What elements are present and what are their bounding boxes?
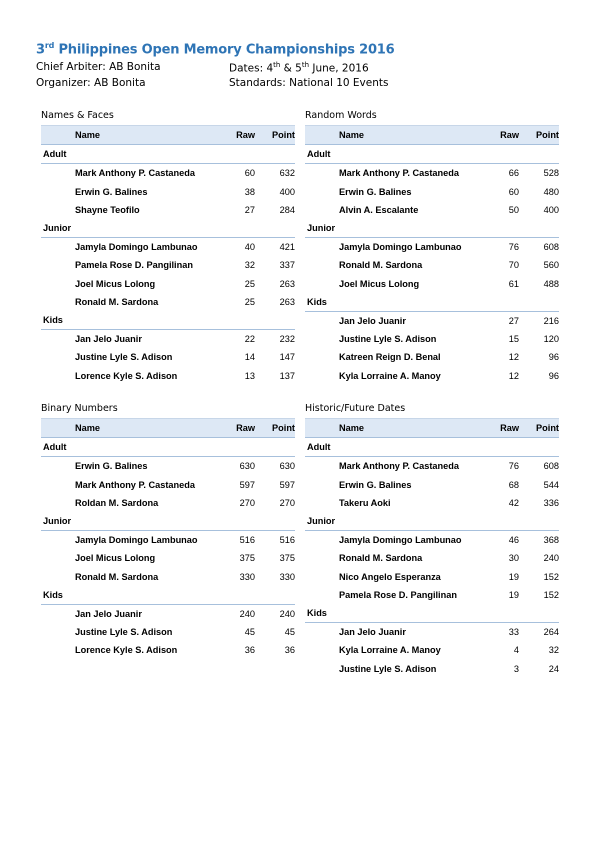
row-spacer	[41, 183, 75, 201]
competitor-name: Mark Anthony P. Castaneda	[339, 457, 473, 476]
section-title: Random Words	[305, 110, 377, 121]
competitor-name: Jan Jelo Juanir	[75, 605, 209, 624]
point-score: 597	[279, 479, 295, 490]
competitor-name: Jan Jelo Juanir	[339, 312, 473, 331]
row-spacer	[305, 623, 339, 642]
table-row	[41, 164, 295, 183]
header-spacer	[41, 419, 75, 438]
dates-sup-2: th	[301, 61, 310, 69]
table-row	[41, 641, 295, 659]
page-title	[36, 41, 394, 57]
section-random-words	[305, 109, 559, 385]
raw-score: 36	[244, 645, 255, 656]
competitor-name: Jamyla Domingo Lambunao	[339, 238, 473, 257]
raw-score: 50	[508, 204, 519, 215]
competitor-name: Takeru Aoki	[339, 497, 391, 508]
raw-score: 15	[508, 334, 519, 345]
event-dates	[229, 61, 369, 75]
raw-score: 32	[244, 260, 255, 271]
raw-score: 66	[473, 164, 519, 183]
point-score: 120	[543, 334, 559, 345]
column-header-raw: Raw	[209, 419, 255, 438]
point-score: 24	[548, 663, 559, 674]
column-header-point: Point	[255, 126, 295, 145]
point-score: 263	[279, 278, 295, 289]
competitor-name: Nico Angelo Esperanza	[339, 571, 441, 582]
raw-score: 25	[244, 278, 255, 289]
column-header-point: Point	[519, 419, 559, 438]
point-score: 45	[284, 627, 295, 638]
row-spacer	[41, 293, 75, 311]
table-row	[41, 201, 295, 219]
section-names-faces	[41, 109, 295, 385]
raw-score: 19	[508, 589, 519, 600]
raw-score: 630	[209, 457, 255, 476]
raw-score: 46	[473, 531, 519, 550]
table-row	[41, 293, 295, 311]
raw-score: 12	[508, 352, 519, 363]
point-score: 32	[548, 645, 559, 656]
point-score: 240	[255, 605, 295, 624]
table-row	[305, 183, 559, 201]
competitor-name: Erwin G. Balines	[75, 186, 148, 197]
point-score: 152	[543, 571, 559, 582]
column-header-raw: Raw	[473, 419, 519, 438]
point-score: 608	[519, 457, 559, 476]
section-title: Names & Faces	[41, 110, 114, 121]
competitor-name: Kyla Lorraine A. Manoy	[339, 645, 441, 656]
title-text: Philippines Open Memory Championships 2016	[58, 42, 395, 58]
competitor-name: Erwin G. Balines	[339, 479, 412, 490]
header-spacer	[41, 126, 75, 145]
raw-score: 68	[508, 479, 519, 490]
point-score: 232	[255, 330, 295, 349]
table-row	[305, 586, 559, 604]
table-row	[305, 164, 559, 183]
results-table	[41, 125, 295, 385]
raw-score: 27	[473, 312, 519, 331]
competitor-name: Pamela Rose D. Pangilinan	[339, 589, 457, 600]
group-row	[305, 438, 559, 457]
raw-score: 61	[508, 278, 519, 289]
point-score: 337	[279, 260, 295, 271]
group-label: Adult	[43, 149, 67, 160]
column-header-point: Point	[519, 126, 559, 145]
competitor-name: Justine Lyle S. Adison	[75, 627, 173, 638]
competitor-name: Justine Lyle S. Adison	[75, 352, 173, 363]
dates-sup-1: th	[273, 61, 281, 69]
row-spacer	[41, 164, 75, 183]
dates-prefix: Dates: 4	[229, 62, 274, 75]
point-score: 330	[279, 571, 295, 582]
competitor-name: Lorence Kyle S. Adison	[75, 645, 178, 656]
group-row	[41, 586, 295, 605]
column-header-raw: Raw	[473, 126, 519, 145]
competitor-name: Ronald M. Sardona	[339, 260, 423, 271]
point-score: 264	[519, 623, 559, 642]
row-spacer	[305, 201, 339, 219]
competitor-name: Lorence Kyle S. Adison	[75, 370, 178, 381]
point-score: 516	[255, 531, 295, 550]
raw-score: 33	[473, 623, 519, 642]
title-ordinal-suffix: rd	[44, 41, 55, 50]
row-spacer	[41, 549, 75, 567]
dates-suffix: June, 2016	[309, 62, 369, 75]
raw-score: 13	[244, 370, 255, 381]
group-row	[41, 438, 295, 457]
raw-score: 597	[239, 479, 255, 490]
chief-arbiter: Chief Arbiter: AB Bonita	[36, 61, 161, 73]
row-spacer	[305, 568, 339, 586]
header-spacer	[305, 126, 339, 145]
group-row	[41, 512, 295, 531]
competitor-name: Jan Jelo Juanir	[75, 330, 209, 349]
point-score: 240	[543, 553, 559, 564]
row-spacer	[305, 183, 339, 201]
competitor-name: Roldan M. Sardona	[75, 497, 159, 508]
raw-score: 40	[209, 238, 255, 257]
table-row	[41, 494, 295, 512]
raw-score: 30	[508, 553, 519, 564]
table-row	[305, 531, 559, 550]
raw-score: 12	[508, 370, 519, 381]
point-score: 421	[255, 238, 295, 257]
column-header-raw: Raw	[209, 126, 255, 145]
table-row	[41, 183, 295, 201]
row-spacer	[305, 330, 339, 348]
group-label: Junior	[307, 516, 336, 527]
group-label: Junior	[307, 223, 336, 234]
column-header-name: Name	[75, 419, 209, 438]
competitor-name: Pamela Rose D. Pangilinan	[75, 260, 193, 271]
group-row	[41, 219, 295, 238]
table-row	[41, 531, 295, 550]
competitor-name: Mark Anthony P. Castaneda	[75, 479, 195, 490]
results-table	[305, 418, 559, 678]
group-row	[305, 512, 559, 531]
row-spacer	[305, 641, 339, 659]
table-row	[41, 549, 295, 567]
competitor-name: Mark Anthony P. Castaneda	[339, 164, 473, 183]
point-score: 152	[543, 589, 559, 600]
raw-score: 14	[244, 352, 255, 363]
table-row	[41, 275, 295, 293]
raw-score: 42	[508, 497, 519, 508]
row-spacer	[41, 568, 75, 586]
table-header-row	[305, 419, 559, 438]
point-score: 608	[519, 238, 559, 257]
group-row	[305, 219, 559, 238]
group-label: Kids	[307, 608, 327, 619]
row-spacer	[41, 494, 75, 512]
table-row	[41, 568, 295, 586]
group-label: Adult	[307, 149, 331, 160]
row-spacer	[41, 201, 75, 219]
competitor-name: Erwin G. Balines	[75, 457, 209, 476]
point-score: 263	[279, 296, 295, 307]
table-row	[41, 256, 295, 274]
section-binary-numbers	[41, 402, 295, 660]
table-row	[305, 568, 559, 586]
competitor-name: Kyla Lorraine A. Manoy	[339, 370, 441, 381]
point-score: 560	[543, 260, 559, 271]
group-row	[305, 604, 559, 623]
row-spacer	[41, 605, 75, 624]
group-row	[41, 145, 295, 164]
competitor-name: Shayne Teofilo	[75, 204, 140, 215]
row-spacer	[41, 330, 75, 349]
table-row	[305, 238, 559, 257]
group-label: Kids	[43, 589, 63, 600]
point-score: 400	[279, 186, 295, 197]
point-score: 480	[543, 186, 559, 197]
point-score: 400	[543, 204, 559, 215]
point-score: 147	[279, 352, 295, 363]
group-row	[305, 293, 559, 312]
raw-score: 3	[513, 663, 519, 674]
raw-score: 19	[508, 571, 519, 582]
competitor-name: Jan Jelo Juanir	[339, 623, 473, 642]
column-header-name: Name	[339, 126, 473, 145]
point-score: 528	[519, 164, 559, 183]
competitor-name: Joel Micus Lolong	[75, 553, 156, 564]
row-spacer	[41, 238, 75, 257]
table-row	[305, 201, 559, 219]
column-header-name: Name	[75, 126, 209, 145]
table-row	[305, 457, 559, 476]
section-title: Historic/Future Dates	[305, 403, 406, 414]
table-row	[305, 312, 559, 331]
row-spacer	[305, 238, 339, 257]
competitor-name: Jamyla Domingo Lambunao	[75, 238, 209, 257]
row-spacer	[41, 256, 75, 274]
point-score: 375	[279, 553, 295, 564]
table-row	[41, 623, 295, 641]
competitor-name: Ronald M. Sardona	[75, 571, 159, 582]
competitor-name: Jamyla Domingo Lambunao	[339, 531, 473, 550]
row-spacer	[305, 549, 339, 567]
table-header-row	[41, 126, 295, 145]
row-spacer	[305, 660, 339, 678]
point-score: 216	[519, 312, 559, 331]
group-row	[41, 311, 295, 330]
competitor-name: Joel Micus Lolong	[75, 278, 156, 289]
point-score: 36	[284, 645, 295, 656]
point-score: 270	[279, 497, 295, 508]
competitor-name: Erwin G. Balines	[339, 186, 412, 197]
row-spacer	[305, 312, 339, 331]
point-score: 137	[279, 370, 295, 381]
table-row	[41, 348, 295, 366]
section-title: Binary Numbers	[41, 403, 118, 414]
group-label: Kids	[43, 315, 63, 326]
group-label: Adult	[307, 442, 331, 453]
row-spacer	[305, 348, 339, 366]
group-label: Junior	[43, 223, 72, 234]
raw-score: 22	[209, 330, 255, 349]
group-label: Junior	[43, 516, 72, 527]
row-spacer	[41, 623, 75, 641]
table-header-row	[305, 126, 559, 145]
point-score: 96	[548, 352, 559, 363]
raw-score: 4	[513, 645, 519, 656]
raw-score: 375	[239, 553, 255, 564]
row-spacer	[41, 457, 75, 476]
row-spacer	[305, 256, 339, 274]
point-score: 368	[519, 531, 559, 550]
organizer: Organizer: AB Bonita	[36, 77, 146, 89]
row-spacer	[41, 275, 75, 293]
point-score: 488	[543, 278, 559, 289]
row-spacer	[41, 531, 75, 550]
table-row	[305, 367, 559, 385]
table-row	[305, 275, 559, 293]
column-header-point: Point	[255, 419, 295, 438]
competitor-name: Joel Micus Lolong	[339, 278, 420, 289]
table-row	[41, 605, 295, 624]
row-spacer	[305, 164, 339, 183]
table-row	[305, 623, 559, 642]
competitor-name: Mark Anthony P. Castaneda	[75, 164, 209, 183]
table-row	[305, 330, 559, 348]
competitor-name: Jamyla Domingo Lambunao	[75, 531, 209, 550]
dates-mid: & 5	[280, 62, 302, 75]
table-row	[305, 256, 559, 274]
raw-score: 60	[209, 164, 255, 183]
raw-score: 76	[473, 238, 519, 257]
competitor-name: Katreen Reign D. Benal	[339, 352, 441, 363]
row-spacer	[305, 367, 339, 385]
competitor-name: Justine Lyle S. Adison	[339, 663, 437, 674]
results-table	[305, 125, 559, 385]
raw-score: 38	[244, 186, 255, 197]
row-spacer	[41, 476, 75, 494]
table-row	[41, 367, 295, 385]
row-spacer	[41, 641, 75, 659]
row-spacer	[305, 586, 339, 604]
column-header-name: Name	[339, 419, 473, 438]
group-row	[305, 145, 559, 164]
raw-score: 76	[473, 457, 519, 476]
point-score: 630	[255, 457, 295, 476]
raw-score: 25	[244, 296, 255, 307]
table-row	[41, 457, 295, 476]
point-score: 284	[279, 204, 295, 215]
section-historic-future-dates	[305, 402, 559, 678]
row-spacer	[305, 476, 339, 494]
point-score: 632	[255, 164, 295, 183]
table-row	[305, 494, 559, 512]
raw-score: 27	[244, 204, 255, 215]
row-spacer	[305, 457, 339, 476]
row-spacer	[305, 531, 339, 550]
group-label: Adult	[43, 442, 67, 453]
raw-score: 60	[508, 186, 519, 197]
standards: Standards: National 10 Events	[229, 77, 389, 89]
table-row	[41, 238, 295, 257]
raw-score: 330	[239, 571, 255, 582]
row-spacer	[305, 275, 339, 293]
header-spacer	[305, 419, 339, 438]
raw-score: 45	[244, 627, 255, 638]
competitor-name: Ronald M. Sardona	[339, 553, 423, 564]
row-spacer	[305, 494, 339, 512]
raw-score: 516	[209, 531, 255, 550]
point-score: 544	[543, 479, 559, 490]
table-header-row	[41, 419, 295, 438]
raw-score: 240	[209, 605, 255, 624]
competitor-name: Ronald M. Sardona	[75, 296, 159, 307]
table-row	[305, 660, 559, 678]
competitor-name: Alvin A. Escalante	[339, 204, 419, 215]
point-score: 336	[543, 497, 559, 508]
group-label: Kids	[307, 296, 327, 307]
table-row	[305, 476, 559, 494]
raw-score: 70	[508, 260, 519, 271]
title-ordinal: 3	[36, 42, 45, 58]
table-row	[305, 348, 559, 366]
results-table	[41, 418, 295, 660]
row-spacer	[41, 367, 75, 385]
table-row	[41, 330, 295, 349]
row-spacer	[41, 348, 75, 366]
raw-score: 270	[239, 497, 255, 508]
table-row	[41, 476, 295, 494]
table-row	[305, 549, 559, 567]
competitor-name: Justine Lyle S. Adison	[339, 334, 437, 345]
table-row	[305, 641, 559, 659]
point-score: 96	[548, 370, 559, 381]
